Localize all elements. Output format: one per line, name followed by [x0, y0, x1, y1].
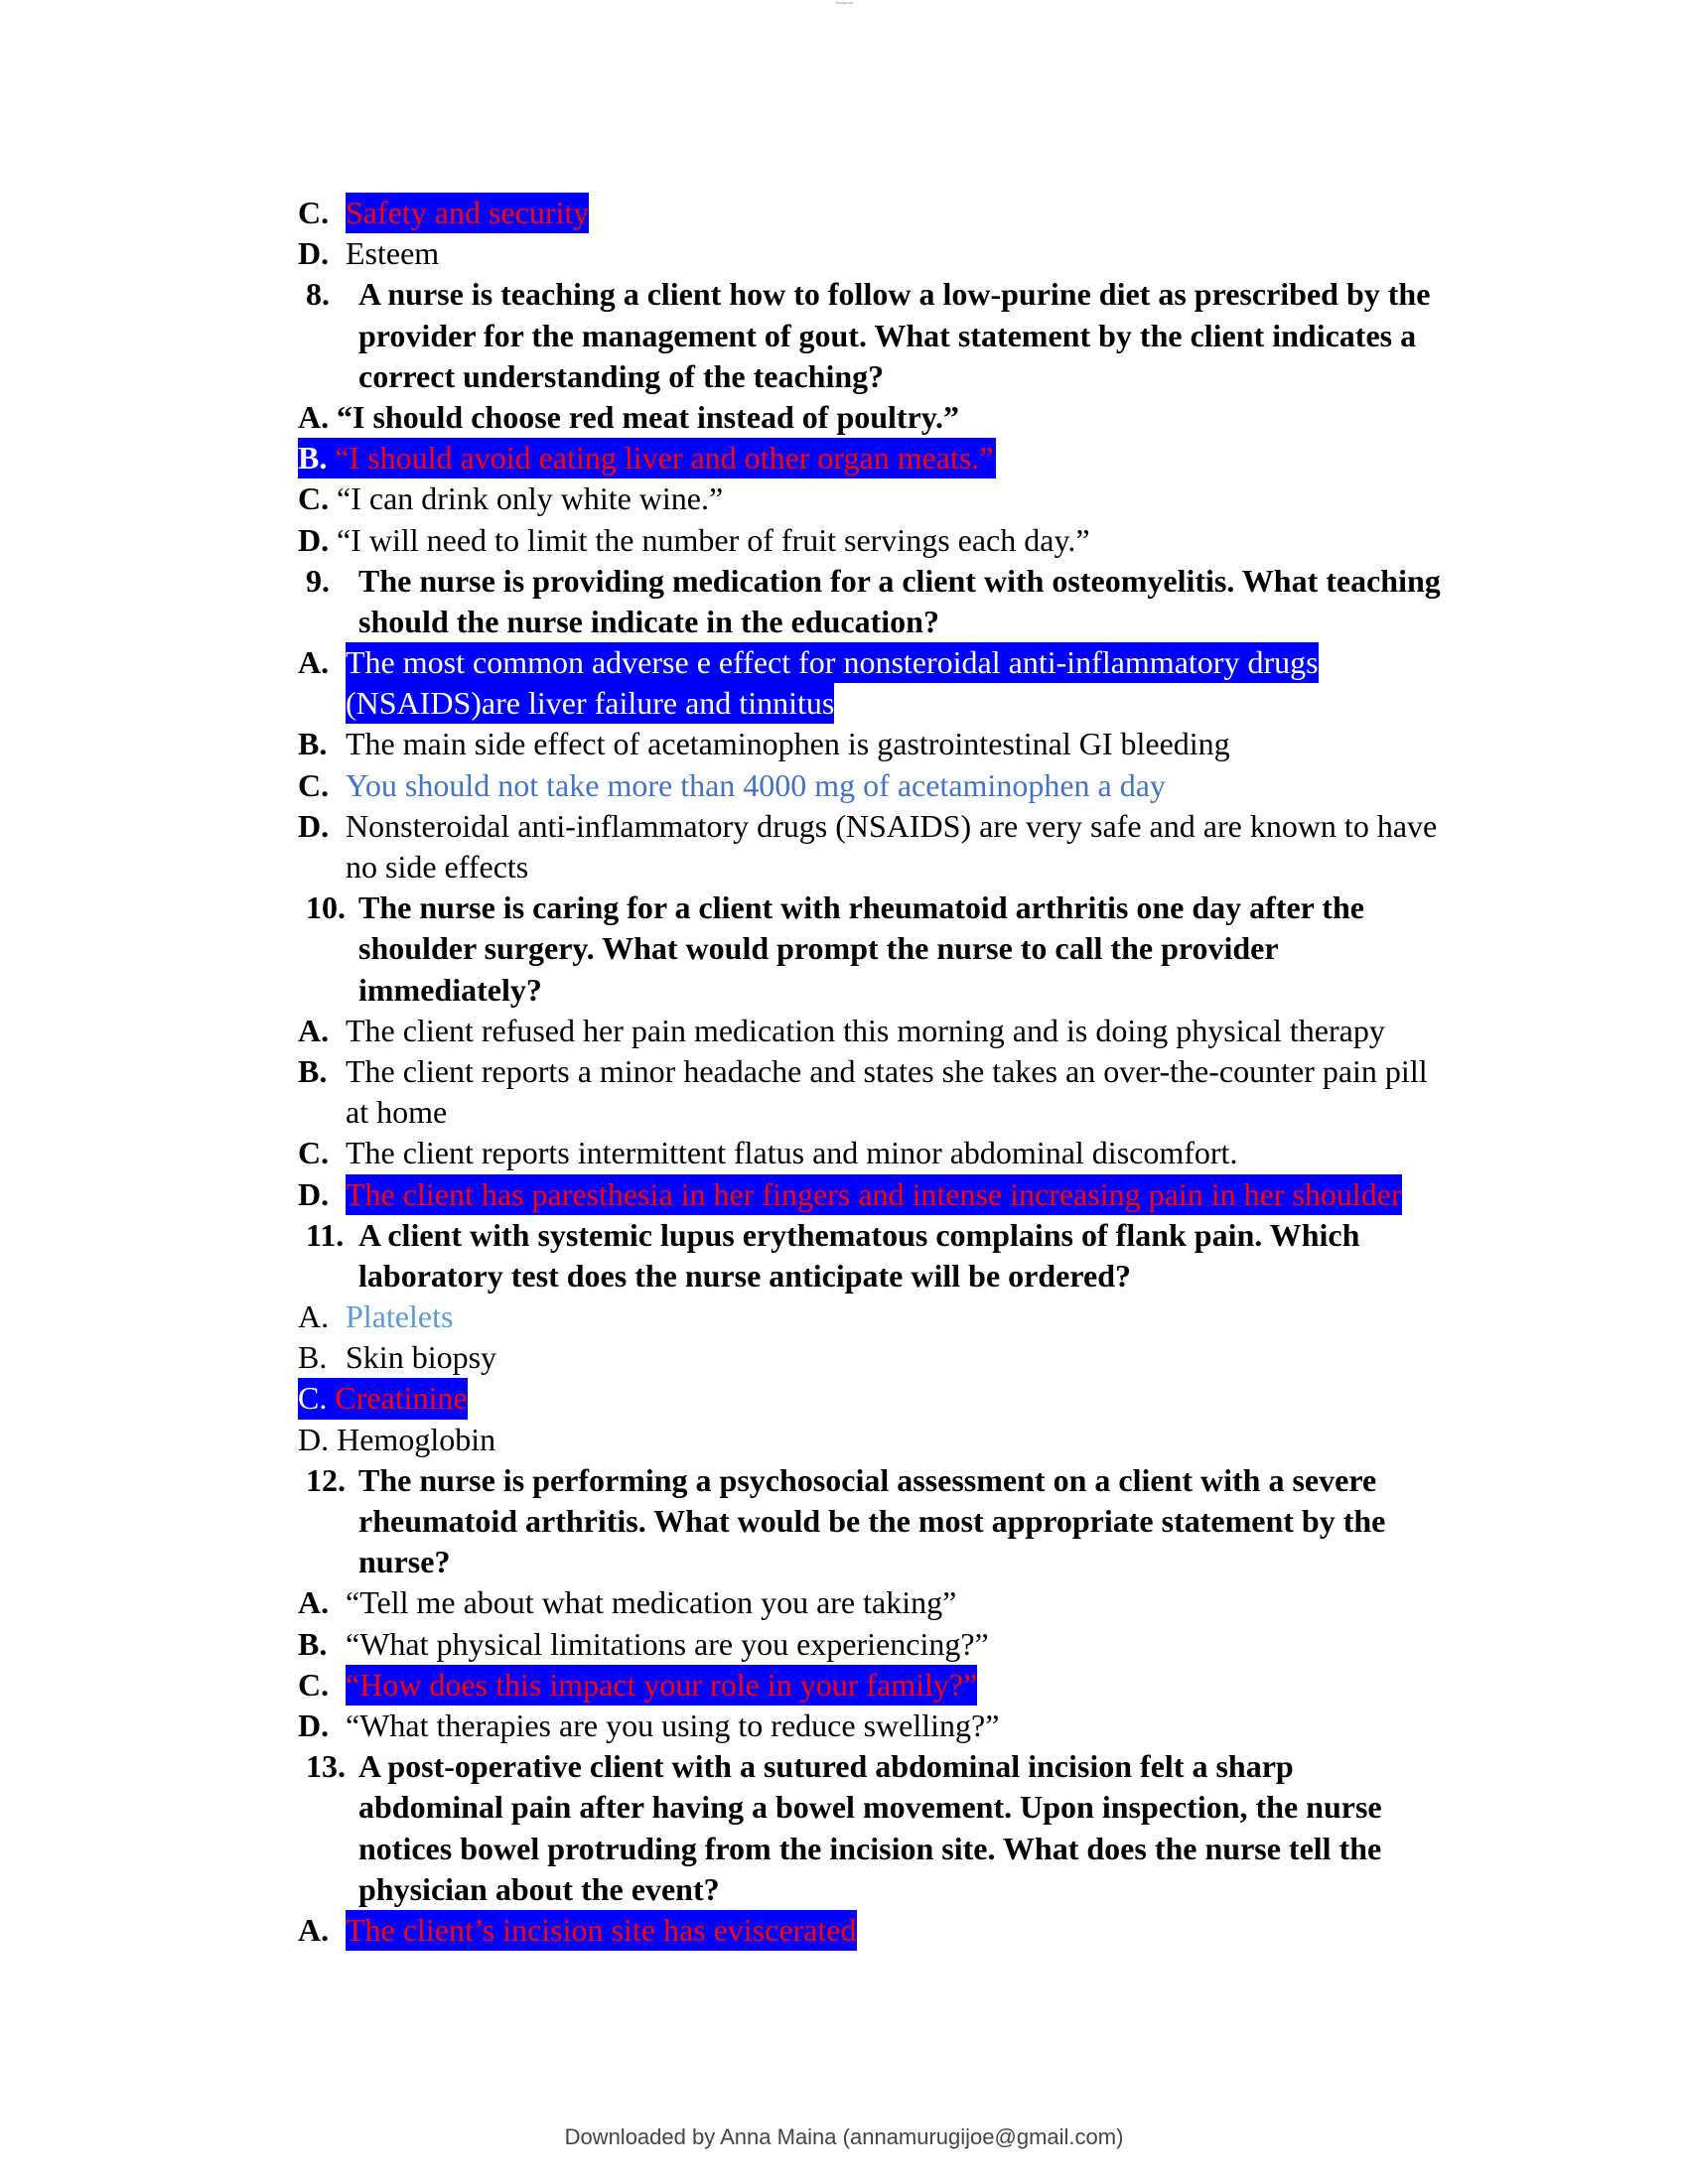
q11-stem: 11. A client with systemic lupus erythematous complains of flank pain. Which — [0, 1215, 1688, 1256]
q9-option-a-text: The most common adverse e effect for nonsteroidal anti-inflammatory drugs — [346, 642, 1319, 683]
q9-option-d: D. Nonsteroidal anti-inflammatory drugs (NSAIDS) are very safe and are known to have — [298, 807, 1438, 844]
q13-option-a: A. The client’s incision site has eviscerated — [0, 1910, 1688, 1951]
q8-option-c: C. “I can drink only white wine.” — [298, 480, 724, 517]
q11-option-b: B. Skin biopsy — [298, 1339, 497, 1376]
q9-stem: 9. The nurse is providing medication for a client with osteomyelitis. What teaching — [0, 561, 1688, 602]
q11-stem-line: laboratory test does the nurse anticipate will be ordered? — [358, 1257, 1131, 1294]
q8-option-d: D. “I will need to limit the number of fruit servings each day.” — [298, 521, 1090, 558]
q10-option-c: C. The client reports intermittent flatus and minor abdominal discomfort. — [298, 1135, 1238, 1171]
q7-option-d-text: Esteem — [346, 235, 440, 272]
download-footer: Downloaded by Anna Maina (annamurugijoe@gmail.com) — [564, 2124, 1124, 2149]
q8-option-a: A. “I should choose red meat instead of poultry.” — [298, 398, 960, 435]
q9-stem-line: should the nurse indicate in the education? — [358, 603, 939, 639]
q10-stem-line: immediately? — [358, 971, 542, 1008]
q11-option-c: C. Creatinine — [0, 1378, 1688, 1419]
document-body — [0, 193, 1688, 1951]
q7-option-d: D. Esteem — [0, 233, 1688, 274]
q12-option-a: A. “Tell me about what medication you are taking” — [298, 1584, 957, 1621]
q13-number: 13. — [306, 1748, 346, 1785]
q11-option-d: D. Hemoglobin — [298, 1421, 496, 1457]
q13-stem-line: abdominal pain after having a bowel movement. Upon inspection, the nurse — [358, 1789, 1382, 1826]
q11-number: 11. — [306, 1216, 345, 1253]
q12-stem-line: rheumatoid arthritis. What would be the most appropriate statement by the — [358, 1503, 1386, 1539]
q8-option-b: B. “I should avoid eating liver and other organ meats.” — [0, 438, 1688, 478]
q9-option-a: A. The most common adverse e effect for nonsteroidal anti-inflammatory drugs — [0, 642, 1688, 683]
q10-stem-line: shoulder surgery. What would prompt the nurse to call the provider — [358, 930, 1279, 967]
q10-option-a: A. The client refused her pain medication this morning and is doing physical therapy — [298, 1012, 1385, 1048]
q9-option-c: C. You should not take more than 4000 mg of acetaminophen a day — [298, 766, 1166, 803]
q9-option-b: B. The main side effect of acetaminophen is gastrointestinal GI bleeding — [298, 726, 1230, 762]
q8-option-b-text: “I should avoid eating liver and other organ meats.” — [335, 440, 994, 477]
q11-option-a: A. Platelets — [298, 1298, 454, 1335]
q9-option-a-cont: (NSAIDS)are liver failure and tinnitus — [0, 683, 1688, 724]
q13-stem-line: notices bowel protruding from the incision site. What does the nurse tell the — [358, 1830, 1382, 1866]
q10-stem: 10. The nurse is caring for a client with rheumatoid arthritis one day after the — [0, 887, 1688, 928]
q12-number: 12. — [306, 1461, 346, 1498]
q8-number: 8. — [306, 276, 330, 313]
q12-option-c: C. “How does this impact your role in your family?” — [0, 1665, 1688, 1706]
q12-stem-line: nurse? — [358, 1544, 451, 1580]
q10-option-d-text: The client has paresthesia in her fingers and intense increasing pain in her shoulder — [346, 1174, 1402, 1215]
q12-option-d: D. “What therapies are you using to reduce swelling?” — [298, 1706, 1000, 1743]
q8-stem-line: correct understanding of the teaching? — [358, 357, 885, 394]
q10-option-b-cont: at home — [346, 1094, 448, 1131]
q10-option-d: D. The client has paresthesia in her fingers and intense increasing pain in her shoulder — [0, 1174, 1688, 1215]
q10-number: 10. — [306, 889, 346, 926]
q12-option-c-text: “How does this impact your role in your family?” — [346, 1665, 977, 1706]
q8-stem: 8. A nurse is teaching a client how to follow a low-purine diet as prescribed by the — [0, 274, 1688, 315]
q8-stem-line: provider for the management of gout. What statement by the client indicates a — [358, 317, 1417, 353]
header-mark: Studypool — [835, 0, 853, 5]
q10-option-b: B. The client reports a minor headache and states she takes an over-the-counter pain pill — [298, 1052, 1428, 1089]
q7-option-c-text: Safety and security — [346, 193, 589, 233]
q9-number: 9. — [306, 562, 330, 599]
q13-stem-line: physician about the event? — [358, 1870, 720, 1907]
q9-option-d-cont: no side effects — [346, 849, 529, 885]
q12-stem: 12. The nurse is performing a psychosocial assessment on a client with a severe — [0, 1460, 1688, 1501]
q13-option-a-text: The client’s incision site has eviscerated — [346, 1910, 857, 1951]
q11-option-c-text: Creatinine — [335, 1380, 468, 1417]
q13-stem: 13. A post-operative client with a sutured abdominal incision felt a sharp — [0, 1746, 1688, 1787]
q7-option-c: C. Safety and security — [0, 193, 1688, 233]
q12-option-b: B. “What physical limitations are you experiencing?” — [298, 1625, 989, 1662]
